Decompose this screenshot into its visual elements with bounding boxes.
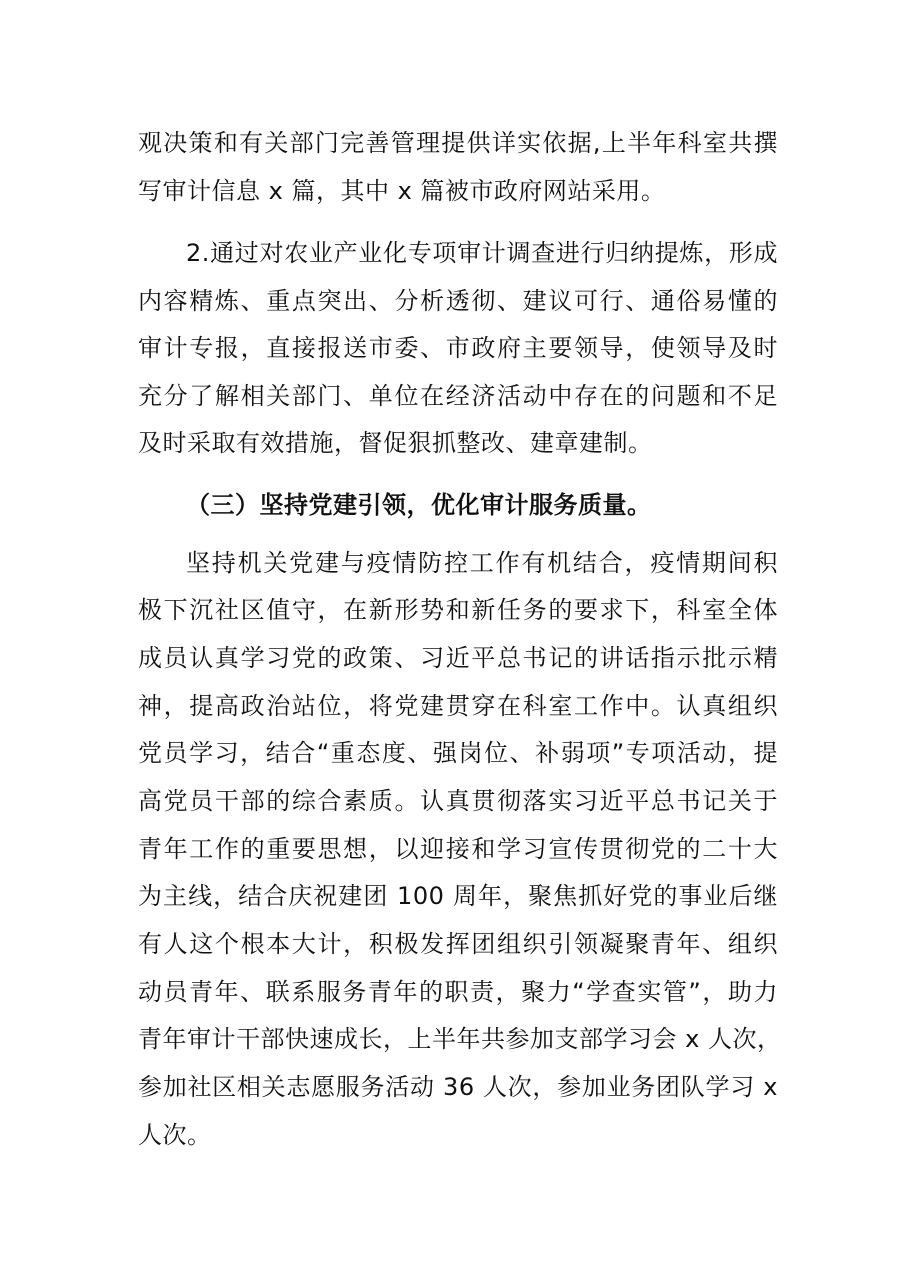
- paragraph-line: 神，提高政治站位，将党建贯穿在科室工作中。认真组织: [138, 692, 778, 720]
- paragraph-line: 党员学习，结合“重态度、强岗位、补弱项”专项活动，提: [138, 739, 778, 767]
- paragraph-line: 人次。: [138, 1121, 212, 1149]
- paragraph-line: 及时采取有效措施，督促狠抓整改、建章建制。: [138, 429, 653, 457]
- section-heading: （三）坚持党建引领，优化审计服务质量。: [186, 491, 652, 519]
- paragraph-line: 极下沉社区值守，在新形势和新任务的要求下，科室全体: [138, 596, 778, 624]
- paragraph-line: 高党员干部的综合素质。认真贯彻落实习近平总书记关于: [138, 787, 778, 815]
- paragraph-line: 写审计信息 x 篇，其中 x 篇被市政府网站采用。: [138, 177, 666, 205]
- paragraph-line: 成员认真学习党的政策、习近平总书记的讲话指示批示精: [138, 644, 778, 672]
- paragraph-line: 2.通过对农业产业化专项审计调查进行归纳提炼，形成: [186, 239, 778, 267]
- paragraph-line: 青年审计干部快速成长，上半年共参加支部学习会 x 人次，: [138, 1025, 782, 1053]
- paragraph-line: 有人这个根本大计，积极发挥团组织引领凝聚青年、组织: [138, 930, 778, 958]
- paragraph-line: 审计专报，直接报送市委、市政府主要领导，使领导及时: [138, 334, 778, 362]
- paragraph-line: 参加社区相关志愿服务活动 36 人次，参加业务团队学习 x: [138, 1073, 778, 1101]
- paragraph-line: 充分了解相关部门、单位在经济活动中存在的问题和不足: [138, 382, 778, 410]
- paragraph-line: 内容精炼、重点突出、分析透彻、建议可行、通俗易懂的: [138, 287, 778, 315]
- paragraph-line: 为主线，结合庆祝建团 100 周年，聚焦抓好党的事业后继: [138, 882, 778, 910]
- paragraph-line: 青年工作的重要思想，以迎接和学习宣传贯彻党的二十大: [138, 835, 778, 863]
- paragraph-line: 观决策和有关部门完善管理提供详实依据,上半年科室共撰: [138, 129, 778, 157]
- paragraph-line: 动员青年、联系服务青年的职责，聚力“学查实管”，助力: [138, 978, 778, 1006]
- paragraph-line: 坚持机关党建与疫情防控工作有机结合，疫情期间积: [186, 549, 778, 577]
